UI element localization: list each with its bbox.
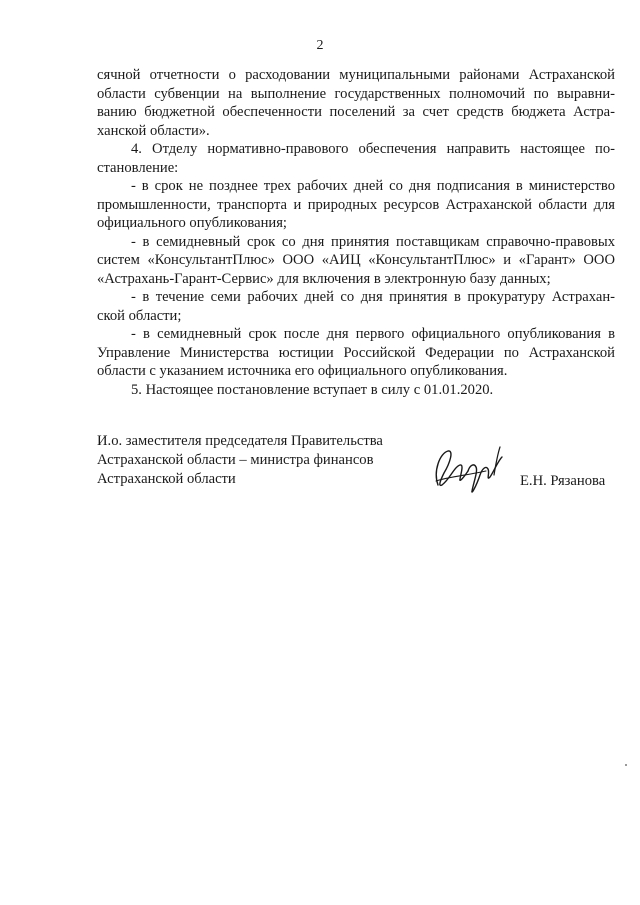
- text-line: становление:: [97, 159, 179, 176]
- text-line: ванию бюджетной обеспеченности поселений за счет средств бюджета Астра-: [97, 104, 615, 120]
- text-line: области субвенции на выполнение государственных полномочий по выравни-: [97, 85, 615, 102]
- scan-mark: [625, 764, 627, 766]
- page-number: 2: [316, 38, 324, 53]
- text-line: области с указанием источника его официального опубликования.: [97, 363, 508, 379]
- text-line: 4. Отделу нормативно-правового обеспечения направить настоящее по-: [131, 141, 615, 157]
- text-line: 5. Настоящее постановление вступает в силу с 01.01.2020.: [131, 381, 494, 398]
- position-line: Астраханской области: [97, 471, 236, 487]
- text-line: - в течение семи рабочих дней со дня принятия в прокуратуру Астрахан-: [131, 289, 615, 305]
- text-line: - в семидневный срок со дня принятия поставщикам справочно-правовых: [131, 233, 615, 250]
- text-line: сячной отчетности о расходовании муниципальными районами Астраханской: [97, 67, 615, 83]
- signatory-position: [97, 432, 383, 489]
- text-line: ской области;: [97, 307, 182, 324]
- handwritten-signature: [428, 441, 508, 499]
- position-line: И.о. заместителя председателя Правительства: [97, 433, 383, 449]
- text-line: - в срок не позднее трех рабочих дней со дня подписания в министерство: [131, 178, 615, 194]
- text-line: ханской области».: [97, 122, 210, 139]
- text-line: «Астрахань-Гарант-Сервис» для включения в электронную базу данных;: [97, 270, 551, 287]
- position-line: Астраханской области – министра финансов: [97, 452, 374, 468]
- text-line: промышленности, транспорта и природных ресурсов Астраханской области для: [97, 196, 615, 213]
- text-line: официального опубликования;: [97, 215, 287, 231]
- text-line: - в семидневный срок после дня первого официального опубликования в: [131, 326, 615, 342]
- text-line: систем «КонсультантПлюс» ООО «АИЦ «КонсультантПлюс» и «Гарант» ООО: [97, 252, 615, 268]
- signer-name: Е.Н. Рязанова: [520, 473, 606, 489]
- text-line: Управление Министерства юстиции Российской Федерации по Астраханской: [97, 344, 615, 361]
- document-body: [97, 66, 615, 399]
